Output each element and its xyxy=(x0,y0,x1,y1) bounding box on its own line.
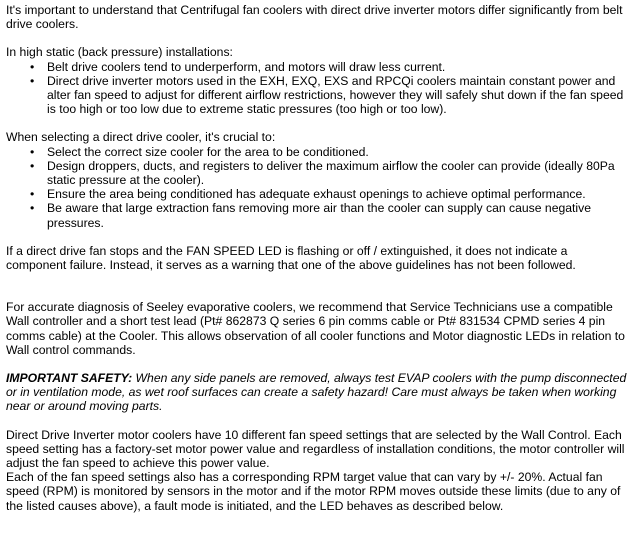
safety-label: IMPORTANT SAFETY: xyxy=(6,371,133,386)
selecting-heading: When selecting a direct drive cooler, it's crucial to: xyxy=(6,130,276,145)
high-static-list xyxy=(6,60,629,117)
list-item: • Direct drive inverter motors used in the EXH, EXQ, EXS and RPCQi coolers maintain constant power and alter fan speed to adjust for different airflow restrictions, however they will safely shut down if the fan speed is too high or too low due to extreme static pressures (too high or too low). xyxy=(6,74,629,117)
diagnosis-paragraph: For accurate diagnosis of Seeley evaporative coolers, we recommend that Service Technicians use a compatible Wall controller and a short test lead (Pt# 862873 Q series 6 pin comms cable or Pt# 831534 CPMD series 4 pin comms cable) at the Cooler. This allows observation of all cooler functions and Motor diagnostic LEDs in relation to Wall control commands. xyxy=(6,300,625,357)
high-static-heading: In high static (back pressure) installations: xyxy=(6,45,233,60)
list-item: • Belt drive coolers tend to underperform, and motors will draw less current. xyxy=(6,60,629,74)
list-item: • Be aware that large extraction fans removing more air than the cooler can supply can cause negative pressures. xyxy=(6,201,629,229)
speed-settings-paragraph: Direct Drive Inverter motor coolers have 10 different fan speed settings that are selected by the Wall Control. Each speed setting has a factory-set motor power value and regardless of installation conditions, the motor controller will adjust the fan speed to achieve this power value. xyxy=(6,427,625,471)
safety-paragraph xyxy=(6,371,629,414)
list-item: • Design droppers, ducts, and registers to deliver the maximum airflow the cooler can provide (ideally 80Pa static pressure at the cooler). xyxy=(6,159,629,187)
intro-paragraph: It's important to understand that Centrifugal fan coolers with direct drive inverter motors differ significantly from belt drive coolers. xyxy=(6,3,623,32)
list-item: • Ensure the area being conditioned has adequate exhaust openings to achieve optimal performance. xyxy=(6,187,629,201)
safety-text: When any side panels are removed, always test EVAP coolers with the pump disconnected or in ventilation mode, as wet roof surfaces can create a safety hazard! Care must always be taken when working near or around moving parts. xyxy=(6,371,627,414)
fan-stop-paragraph: If a direct drive fan stops and the FAN SPEED LED is flashing or off / extinguished, it does not indicate a component failure. Instead, it serves as a warning that one of the above guidelines has not been followed. xyxy=(6,243,576,273)
selecting-list xyxy=(6,145,629,230)
list-item: • Select the correct size cooler for the area to be conditioned. xyxy=(6,145,629,159)
rpm-paragraph: Each of the fan speed settings also has a corresponding RPM target value that can vary by +/- 20%. Actual fan speed (RPM) is monitored by sensors in the motor and if the motor RPM moves outside these limits (due to any of the listed causes above), a fault mode is initiated, and the LED behaves as described below. xyxy=(6,470,621,513)
